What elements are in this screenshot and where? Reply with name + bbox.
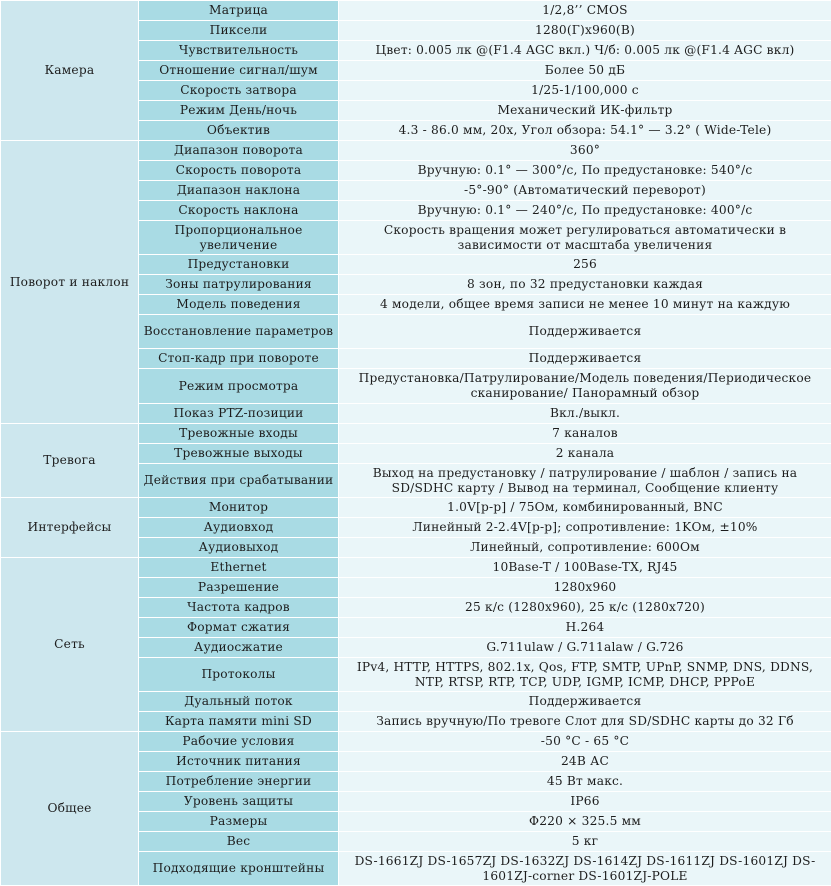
param-value: 4.3 - 86.0 мм, 20х, Угол обзора: 54.1° — 3.2° ( Wide-Tele) [339,121,831,141]
param-name: Формат сжатия [139,618,339,638]
param-name: Скорость поворота [139,161,339,181]
param-name: Размеры [139,812,339,832]
param-name: Скорость наклона [139,201,339,221]
param-value: DS-1661ZJ DS-1657ZJ DS-1632ZJ DS-1614ZJ DS-1611ZJ DS-1601ZJ DS-1601ZJ-corner DS-1601ZJ-POLE [339,852,831,886]
param-name: Частота кадров [139,598,339,618]
param-value: Линейный 2-2.4V[p-p]; сопротивление: 1KОм, ±10% [339,518,831,538]
param-name: Источник питания [139,752,339,772]
section-label: Тревога [1,424,139,498]
param-name: Режим День/ночь [139,101,339,121]
param-value: Φ220 × 325.5 мм [339,812,831,832]
param-name: Пропорциональное увеличение [139,221,339,255]
param-value: Вручную: 0.1° — 300°/с, По предустановке: 540°/с [339,161,831,181]
section-label: Интерфейсы [1,498,139,558]
param-value: 24В АС [339,752,831,772]
param-name: Восстановление параметров [139,315,339,349]
param-name: Действия при срабатывании [139,464,339,498]
param-value: 1280x960 [339,578,831,598]
param-name: Пиксели [139,21,339,41]
param-value: G.711ulaw / G.711alaw / G.726 [339,638,831,658]
param-name: Отношение сигнал/шум [139,61,339,81]
param-value: 25 к/с (1280x960), 25 к/с (1280x720) [339,598,831,618]
param-name: Предустановки [139,255,339,275]
section-label: Камера [1,1,139,141]
param-name: Ethernet [139,558,339,578]
param-name: Скорость затвора [139,81,339,101]
section-label: Сеть [1,558,139,732]
param-name: Аудиосжатие [139,638,339,658]
param-value: Механический ИК-фильтр [339,101,831,121]
param-name: Модель поведения [139,295,339,315]
param-value: Предустановка/Патрулирование/Модель поведения/Периодическое сканирование/ Панорамный обзор [339,369,831,404]
param-value: 1/25-1/100,000 с [339,81,831,101]
param-name: Показ PTZ-позиции [139,404,339,424]
param-value: Линейный, сопротивление: 600Ом [339,538,831,558]
spec-row [1,498,831,518]
param-value: Запись вручную/По тревоге Слот для SD/SDHC карты до 32 Гб [339,712,831,732]
param-name: Диапазон наклона [139,181,339,201]
section-label: Поворот и наклон [1,141,139,424]
param-value: Поддерживается [339,349,831,369]
param-name: Протоколы [139,658,339,692]
param-value: 1280(Г)x960(В) [339,21,831,41]
param-name: Аудиовход [139,518,339,538]
param-name: Потребление энергии [139,772,339,792]
param-name: Объектив [139,121,339,141]
param-value: H.264 [339,618,831,638]
param-value: Более 50 дБ [339,61,831,81]
param-name: Зоны патрулирования [139,275,339,295]
spec-row [1,424,831,444]
param-value: IP66 [339,792,831,812]
param-name: Диапазон поворота [139,141,339,161]
param-value: 8 зон, по 32 предустановки каждая [339,275,831,295]
param-value: 360° [339,141,831,161]
spec-row [1,732,831,752]
param-value: -50 °C - 65 °C [339,732,831,752]
param-value: Скорость вращения может регулироваться автоматически в зависимости от масштаба увеличения [339,221,831,255]
spec-table-body [1,1,831,886]
param-value: 45 Вт макс. [339,772,831,792]
param-name: Тревожные входы [139,424,339,444]
param-name: Дуальный поток [139,692,339,712]
spec-row [1,558,831,578]
param-value: -5°-90° (Автоматический переворот) [339,181,831,201]
spec-row [1,141,831,161]
param-value: Выход на предустановку / патрулирование / шаблон / запись на SD/SDHC карту / Вывод на терминал, Сообщение клиенту [339,464,831,498]
param-name: Аудиовыход [139,538,339,558]
param-name: Тревожные выходы [139,444,339,464]
param-value: IPv4, HTTP, HTTPS, 802.1x, Qos, FTP, SMTP, UPnP, SNMP, DNS, DDNS, NTP, RTSP, RTP, TCP, UDP, IGMP, ICMP, DHCP, PPPoE [339,658,831,692]
param-value: 7 каналов [339,424,831,444]
param-name: Матрица [139,1,339,21]
section-label: Общее [1,732,139,886]
param-value: 2 канала [339,444,831,464]
param-name: Карта памяти mini SD [139,712,339,732]
param-value: 1/2,8’’ CMOS [339,1,831,21]
param-name: Монитор [139,498,339,518]
param-name: Вес [139,832,339,852]
param-name: Рабочие условия [139,732,339,752]
param-value: Вручную: 0.1° — 240°/с, По предустановке: 400°/с [339,201,831,221]
param-value: Вкл./выкл. [339,404,831,424]
param-value: Цвет: 0.005 лк @(F1.4 AGC вкл.) Ч/б: 0.005 лк @(F1.4 AGC вкл) [339,41,831,61]
param-name: Уровень защиты [139,792,339,812]
param-value: 1.0V[p-p] / 75Ом, комбинированный, BNC [339,498,831,518]
param-value: 5 кг [339,832,831,852]
param-name: Подходящие кронштейны [139,852,339,886]
param-value: 10Base-T / 100Base-TX, RJ45 [339,558,831,578]
param-value: 4 модели, общее время записи не менее 10 минут на каждую [339,295,831,315]
param-value: Поддерживается [339,315,831,349]
spec-row [1,1,831,21]
param-name: Чувствительность [139,41,339,61]
param-name: Стоп-кадр при повороте [139,349,339,369]
param-value: 256 [339,255,831,275]
param-name: Режим просмотра [139,369,339,404]
param-value: Поддерживается [339,692,831,712]
param-name: Разрешение [139,578,339,598]
